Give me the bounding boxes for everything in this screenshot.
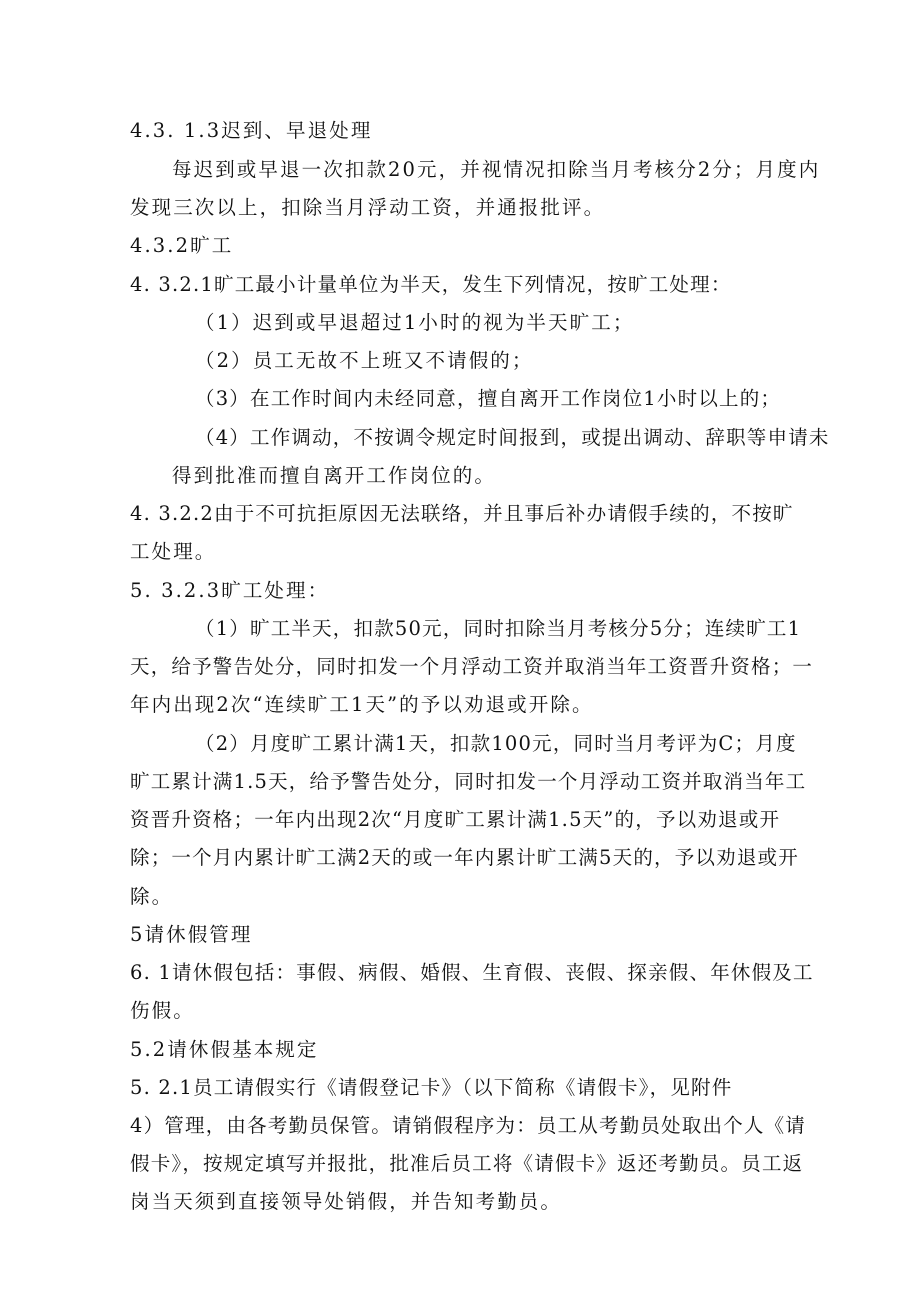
section-heading: 5. 3.2.3旷工处理： [130,579,330,602]
section-heading: 4.3. 1.3迟到、早退处理 [130,119,373,142]
list-item: （1）迟到或早退超过1小时的视为半天旷工； [195,311,635,334]
paragraph-line: 年内出现2次“连续旷工1天”的予以劝退或开除。 [130,693,594,716]
paragraph-line: 旷工累计满1.5天，给予警告处分，同时扣发一个月浮动工资并取消当年工 [130,770,807,793]
paragraph-line: 资晋升资格；一年内出现2次“月度旷工累计满1.5天”的，予以劝退或开 [130,808,781,831]
paragraph-line: 得到批准而擅自离开工作岗位的。 [172,464,497,487]
list-item: （1）旷工半天，扣款50元，同时扣除当月考核分5分；连续旷工1 [195,617,802,640]
paragraph-line: 6. 1请休假包括：事假、病假、婚假、生育假、丧假、探亲假、年休假及工 [130,961,814,984]
paragraph-line: 4. 3.2.2由于不可抗拒原因无法联络，并且事后补办请假手续的，不按旷 [130,502,794,525]
list-item: （2）月度旷工累计满1天，扣款100元，同时当月考评为C；月度 [195,732,797,755]
paragraph-line: 天，给予警告处分，同时扣发一个月浮动工资并取消当年工资晋升资格；一 [130,655,814,678]
paragraph-line: 4. 3.2.1旷工最小计量单位为半天，发生下列情况，按旷工处理： [130,273,732,296]
paragraph-line: 工处理。 [130,540,217,563]
paragraph-line: 4）管理，由各考勤员保管。请销假程序为：员工从考勤员处取出个人《请 [130,1114,807,1137]
section-heading: 5请休假管理 [130,923,253,946]
list-item: （2）员工无故不上班又不请假的； [195,349,534,372]
paragraph-line: 发现三次以上，扣除当月浮动工资，并通报批评。 [130,196,606,219]
section-heading: 4.3.2旷工 [130,234,234,257]
paragraph-line: 伤假。 [130,999,195,1022]
list-item: （4）工作调动，不按调令规定时间报到，或提出调动、辞职等申请未 [195,426,830,449]
paragraph-line: 每迟到或早退一次扣款20元，并视情况扣除当月考核分2分；月度内 [172,158,821,181]
paragraph-line: 岗当天须到直接领导处销假，并告知考勤员。 [130,1190,563,1213]
section-heading: 5.2请休假基本规定 [130,1038,319,1061]
paragraph-line: 5. 2.1员工请假实行《请假登记卡》（以下简称《请假卡》，见附件 [130,1076,733,1099]
paragraph-line: 除；一个月内累计旷工满2天的或一年内累计旷工满5天的，予以劝退或开 [130,846,799,869]
list-item: （3）在工作时间内未经同意，擅自离开工作岗位1小时以上的； [195,387,782,410]
paragraph-line: 假卡》，按规定填写并报批，批准后员工将《请假卡》返还考勤员。员工返 [130,1152,804,1175]
paragraph-line: 除。 [130,885,174,908]
